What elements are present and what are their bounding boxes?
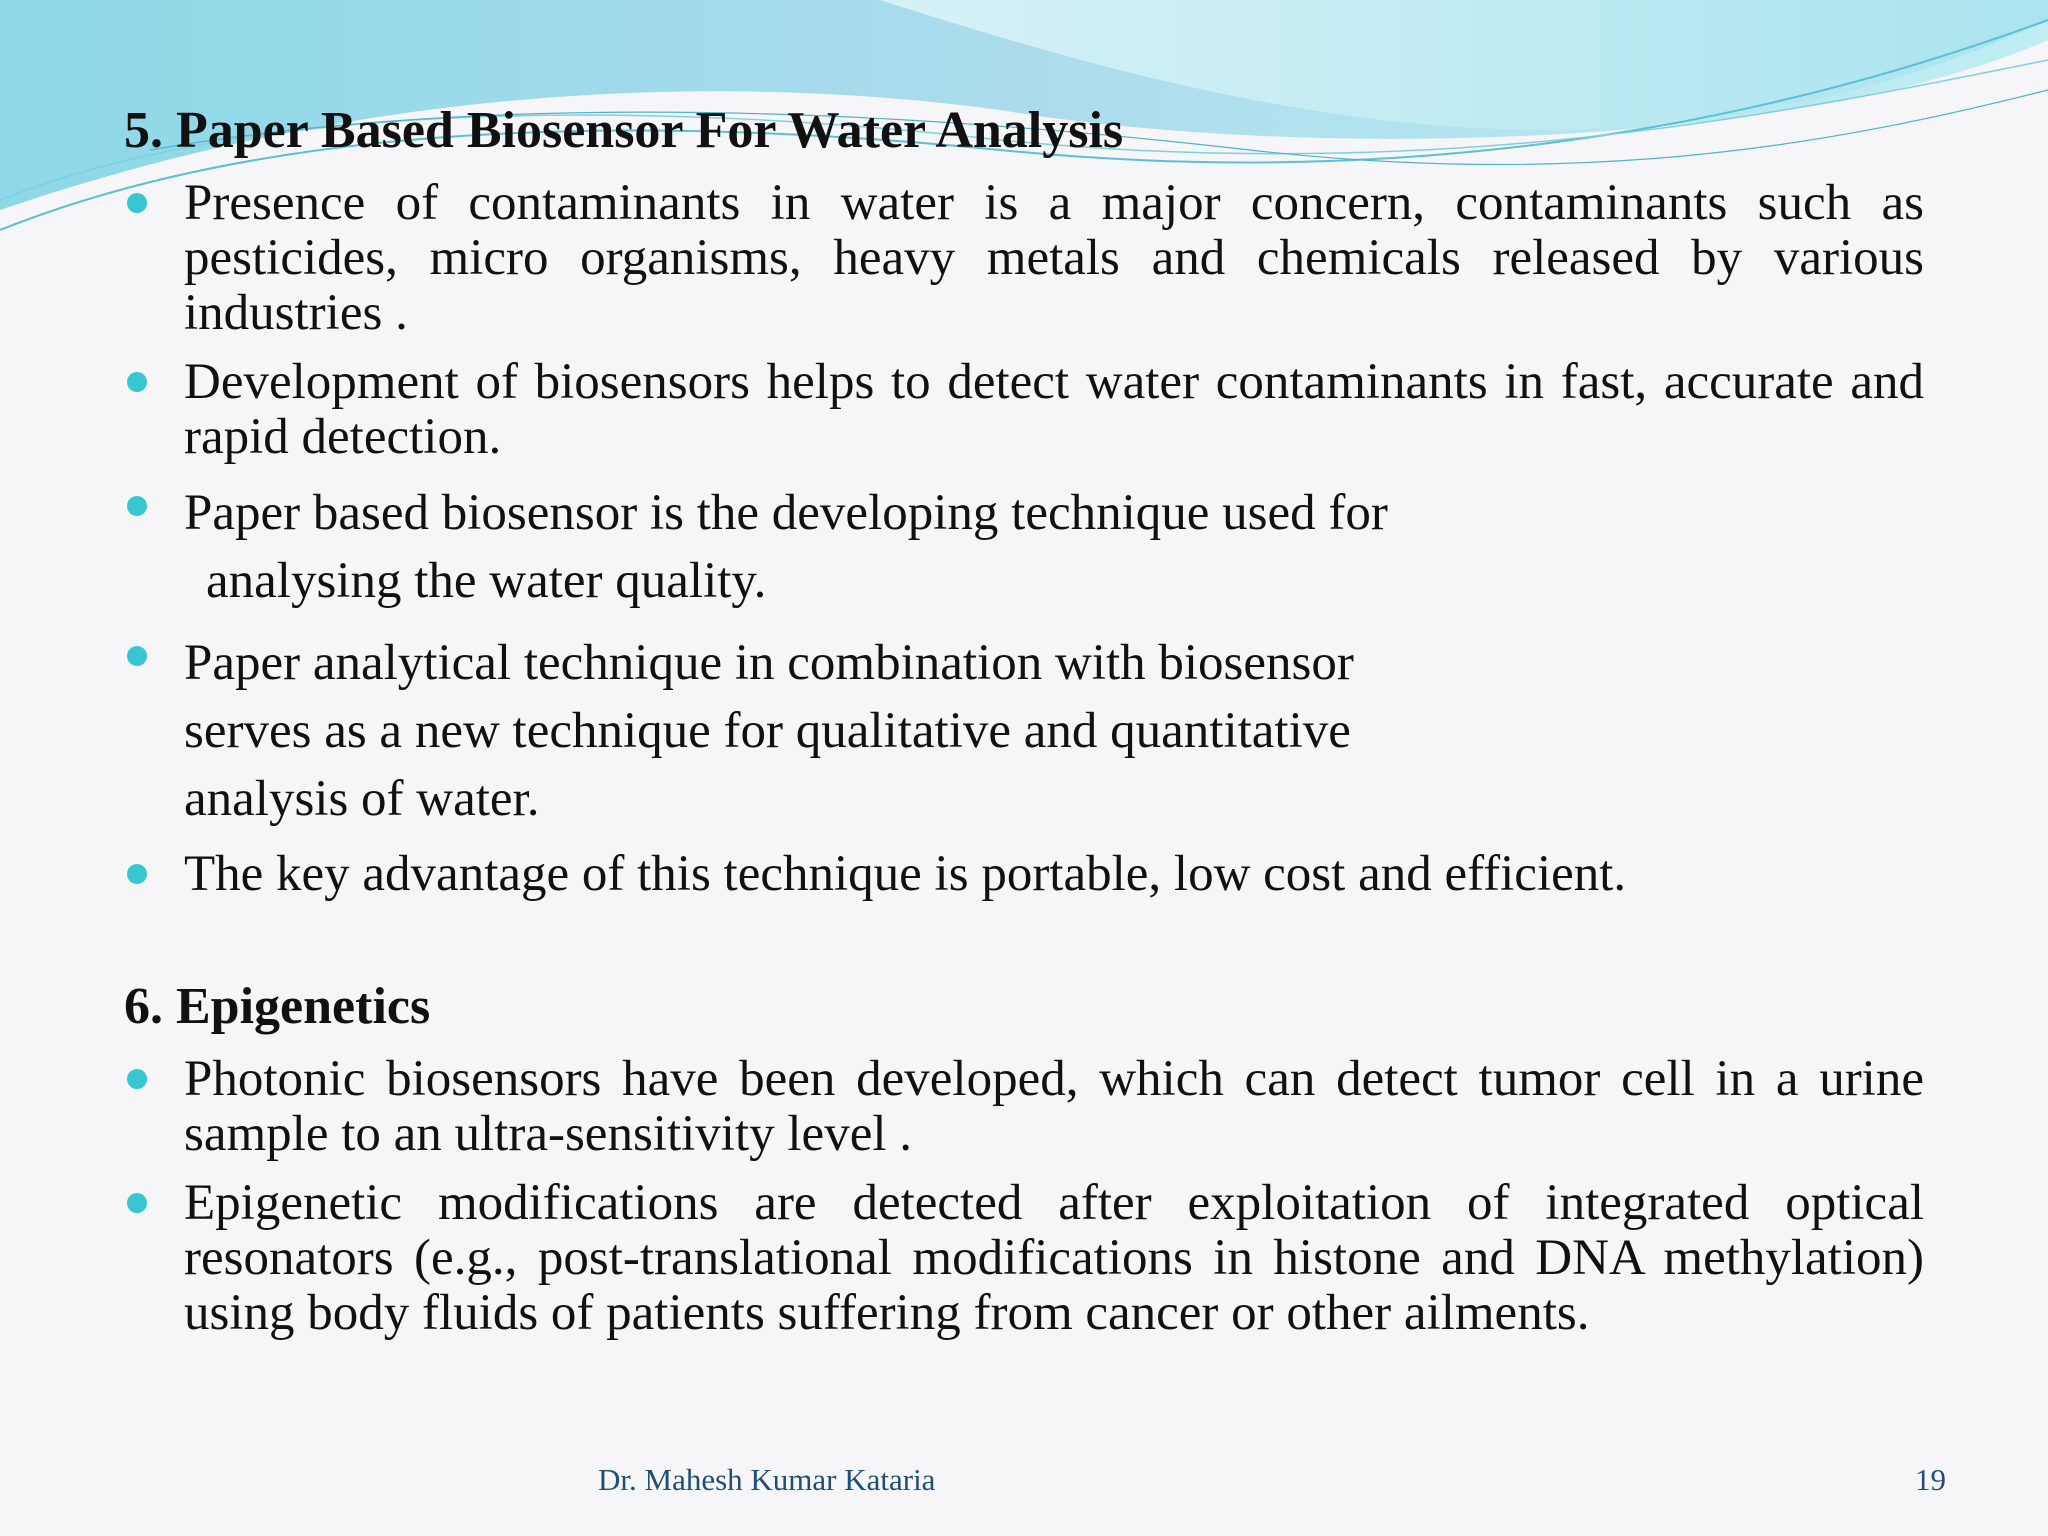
bullet-dot-icon [127,1193,147,1213]
section-6-heading: 6. Epigenetics [124,978,431,1035]
bullet-text: Photonic biosensors have been developed, which can detect tumor cell in a urine sample to an ultra-sensitivity level . [184,1051,1924,1162]
bullet-dot-icon [127,1069,147,1089]
bullet-dot-icon [127,646,147,666]
section-5-bullet-list [124,176,1924,902]
section-6-bullet-list [124,1052,1924,1341]
slide-content [124,100,1924,1341]
bullet-text-line: Paper based biosensor is the developing technique used for [184,485,1388,541]
section-5-heading: 5. Paper Based Biosensor For Water Analysis [124,102,1124,159]
bullet-text-line: analysing the water quality. [206,553,767,609]
bullet-text-line: analysis of water. [184,771,540,827]
page-number: 19 [1915,1462,1946,1497]
bullet-text-line: serves as a new technique for qualitative and quantitative [184,703,1351,759]
bullet-text-line: Paper analytical technique in combination with biosensor [184,635,1354,691]
list-item [124,629,1924,833]
bullet-text: Development of biosensors helps to detect water contaminants in fast, accurate and rapid detection. [184,354,1924,465]
list-item [124,847,1924,902]
bullet-dot-icon [127,496,147,516]
list-item [124,1052,1924,1162]
bullet-dot-icon [127,372,147,392]
bullet-dot-icon [127,864,147,884]
list-item [124,176,1924,341]
list-item [124,355,1924,465]
bullet-text: Epigenetic modifications are detected after exploitation of integrated optical resonators (e.g., post-translational modifications in histone and DNA methylation) using body fluids of patients suffering from cancer or other ailments. [184,1175,1924,1341]
bullet-text: The key advantage of this technique is portable, low cost and efficient. [184,846,1627,902]
list-item [124,1176,1924,1341]
bullet-dot-icon [127,193,147,213]
footer-author: Dr. Mahesh Kumar Kataria [598,1462,936,1497]
bullet-text: Presence of contaminants in water is a major concern, contaminants such as pesticides, micro organisms, heavy metals and chemicals released by various industries . [184,175,1924,341]
list-item [124,479,1924,615]
